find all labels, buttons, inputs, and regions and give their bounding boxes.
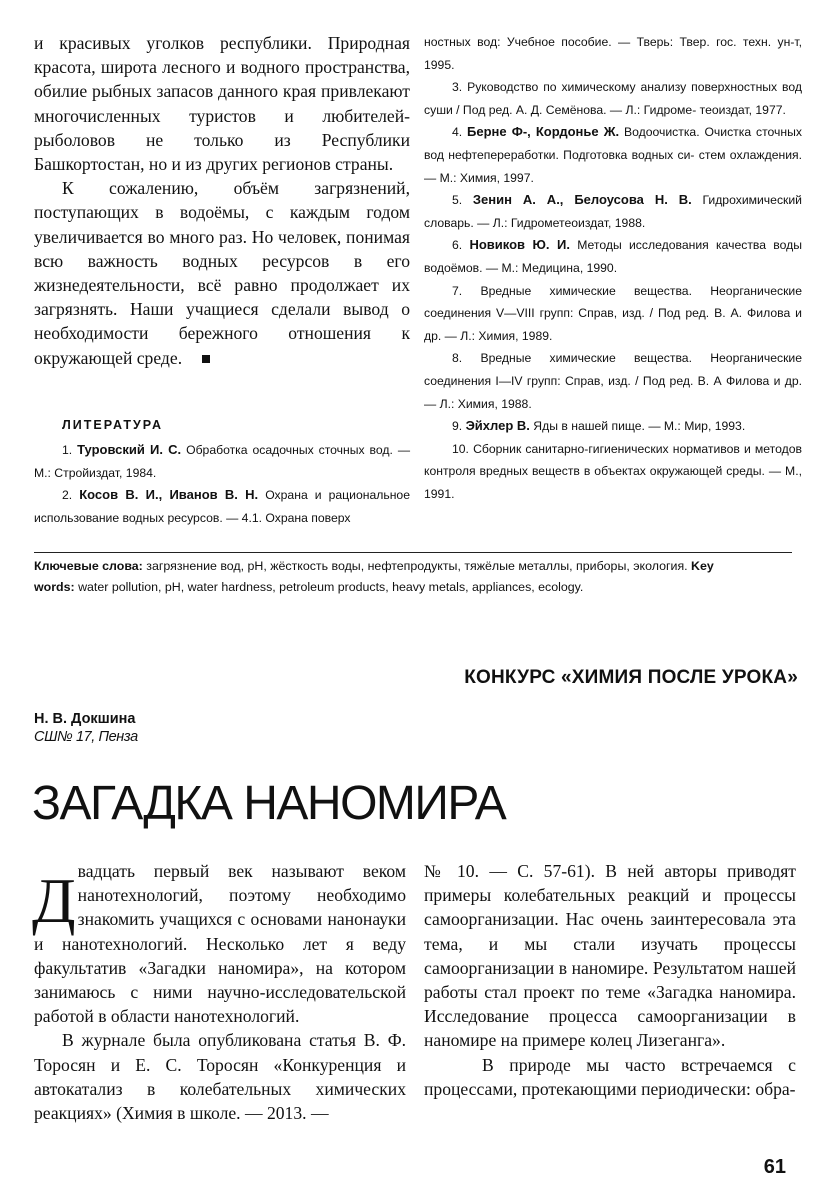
references-heading: ЛИТЕРАТУРА — [62, 418, 164, 432]
reference-item — [424, 189, 802, 234]
reference-item — [424, 121, 802, 189]
reference-author: Берне Ф-, Кордонье Ж. — [467, 124, 620, 140]
paragraph — [34, 176, 410, 370]
reference-item — [424, 280, 802, 348]
reference-number: 4. — [452, 125, 463, 140]
top-left-text-block — [34, 31, 410, 370]
reference-text: Вредные химические вещества. Неорганические соединения I—IV групп: Справ, изд. / Под ред. В. А Филова и др. — Л.: Химия, 1988. — [424, 351, 802, 411]
reference-continuation: ностных вод: Учебное пособие. — Тверь: Твер. гос. техн. ун-т, 1995. — [424, 35, 802, 72]
paragraph-text: вадцать первый век называют веком нанотехнологий, поэтому необходимо знакомить учащихся с основами нанонауки и нанотехнологий. Несколько лет я веду факультатив «Загадки наномира», на котором занимаюсь с ними научно-исследовательской работой в области нанотехнологий. — [34, 861, 406, 1027]
references-left — [34, 439, 410, 529]
reference-author: Новиков Ю. И. — [469, 237, 570, 253]
rubric-heading: КОНКУРС «ХИМИЯ ПОСЛЕ УРОКА» — [464, 667, 798, 688]
reference-text: Водоочистка. Очистка сточных вод нефтепереработки. Подготовка водных си- стем охлаждения. — М.: Химия, 1997. — [424, 125, 802, 185]
reference-author: Туровский И. С. — [77, 442, 182, 457]
reference-text: Методы исследования качества воды водоёмов. — М.: Медицина, 1990. — [424, 238, 803, 275]
paragraph — [34, 859, 406, 1028]
references-right — [424, 31, 802, 505]
section-divider — [34, 552, 792, 553]
reference-item — [34, 439, 410, 484]
reference-author: Зенин А. А., Белоусова Н. В. — [472, 192, 692, 208]
paragraph: № 10. — С. 57-61). В ней авторы приводят примеры колебательных реакций и процессы самоорганизации. Нас очень заинтересовала эта тема, и мы стали изучать процессы самоорганизации в наномире. Результатом нашей работы стал проект по теме «Загадка наномира. Исследование процесса самоорганизации в наномире на примере колец Лизеганга». — [424, 861, 796, 1051]
paragraph-text: К сожалению, объём загрязнений, поступающих в водоёмы, с каждым годом увеличивается во много раз. Но человек, понимая всю важность водных ресурсов в его жизнедеятельности, всё равно продолжает их загрязнять. Наши учащиеся сделали вывод о необходимости бережного отношения к окружающей среде. — [34, 178, 410, 368]
keywords-en-label: Key words: — [34, 559, 714, 594]
reference-number: 6. — [452, 238, 463, 253]
reference-text: Охрана и рациональное использование водных ресурсов. — 4.1. Охрана поверх — [34, 488, 410, 525]
reference-number: 2. — [62, 488, 73, 503]
keywords-en-text: water pollution, pH, water hardness, petroleum products, heavy metals, appliances, ecology. — [78, 580, 584, 594]
reference-number: 3. — [452, 80, 463, 95]
end-of-article-mark — [202, 355, 210, 363]
reference-item — [424, 415, 802, 438]
reference-text: Вредные химические вещества. Неорганические соединения V—VIII групп: Справ, изд. / Под ред. В. А. Филова и др. — Л.: Химия, 1989. — [424, 283, 802, 343]
reference-author: Косов В. И., Иванов В. Н. — [79, 487, 259, 503]
article-left-column — [34, 859, 406, 1125]
dropcap-letter: Д — [32, 865, 76, 936]
reference-number: 8. — [452, 351, 463, 366]
reference-number: 1. — [62, 443, 73, 457]
keywords-ru-label: Ключевые слова: — [34, 559, 143, 573]
keywords-block — [34, 556, 754, 598]
reference-text: Яды в нашей пище. — М.: Мир, 1993. — [533, 419, 746, 434]
reference-item — [34, 484, 410, 529]
page-number: 61 — [763, 1156, 786, 1178]
reference-number: 7. — [452, 283, 463, 298]
reference-item — [424, 438, 802, 506]
reference-text: Гидрохимический словарь. — Л.: Гидрометеоиздат, 1988. — [424, 193, 802, 230]
reference-text: Руководство по химическому анализу поверхностных вод суши / Под ред. А. Д. Семёнова. — Л.: Гидроме- теоиздат, 1977. — [424, 80, 803, 117]
reference-number: 10. — [452, 441, 469, 456]
reference-number: 9. — [452, 419, 463, 434]
reference-item — [424, 234, 802, 279]
reference-number: 5. — [452, 193, 463, 208]
reference-text: Сборник санитарно-гигиенических нормативов и методов контроля вредных веществ в объектах окружающей среды. — М., 1991. — [424, 441, 802, 501]
paragraph: В природе мы часто встречаемся с процессами, протекающими периодически: обра- — [424, 1054, 796, 1099]
reference-text: Обработка осадочных сточных вод. — М.: Стройиздат, 1984. — [34, 443, 411, 480]
author-name: Н. В. Докшина — [34, 711, 136, 727]
paragraph: и красивых уголков республики. Природная красота, широта лесного и водного пространства, обилие рыбных запасов данного края привлекают многочисленных туристов и любителей-рыболовов не только из Республики Башкортостан, но и из других регионов страны. — [34, 33, 410, 175]
author-affiliation: СШ№ 17, Пенза — [34, 729, 138, 745]
article-title: ЗАГАДКА НАНОМИРА — [32, 777, 506, 830]
reference-author: Эйхлер В. — [465, 418, 530, 434]
article-right-column — [424, 859, 796, 1101]
reference-item — [424, 347, 802, 415]
paragraph: В журнале была опубликована статья В. Ф. Торосян и Е. С. Торосян «Конкуренция и автокатализ в колебательных химических реакциях» (Химия в школе. — 2013. — — [34, 1030, 406, 1124]
keywords-ru-text: загрязнение вод, pH, жёсткость воды, нефтепродукты, тяжёлые металлы, приборы, экология. — [146, 559, 688, 573]
reference-item — [424, 76, 802, 121]
